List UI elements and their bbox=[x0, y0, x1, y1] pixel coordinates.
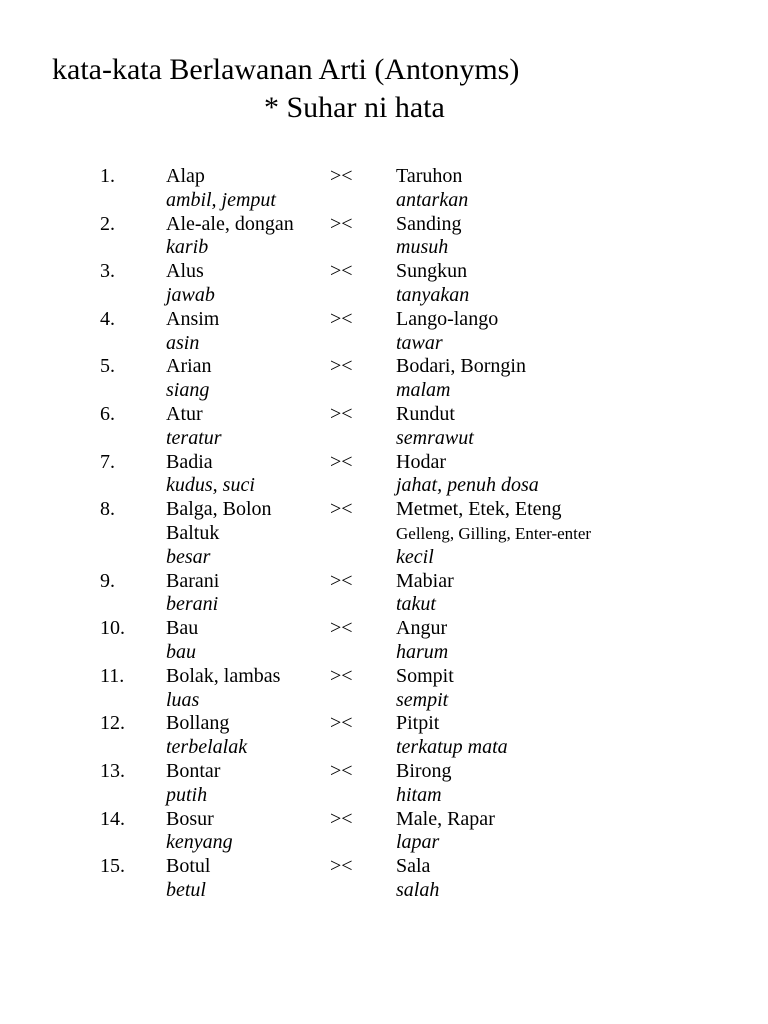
word: Alus bbox=[166, 260, 204, 283]
antonym-meaning: tanyakan bbox=[396, 283, 470, 306]
word-meaning: jawab bbox=[166, 283, 215, 306]
word-meaning: besar bbox=[166, 545, 211, 568]
antonym-entry bbox=[0, 570, 768, 618]
antonym-symbol: >< bbox=[330, 355, 353, 378]
entry-number: 13. bbox=[100, 759, 125, 782]
antonym-symbol: >< bbox=[330, 569, 353, 592]
word: Bontar bbox=[166, 759, 221, 782]
entry-main-line bbox=[0, 308, 768, 332]
antonym-list bbox=[0, 165, 768, 903]
antonym-meaning: salah bbox=[396, 878, 440, 901]
word: Alap bbox=[166, 165, 205, 187]
antonym-entry bbox=[0, 403, 768, 451]
antonym-symbol: >< bbox=[330, 617, 353, 640]
entry-number: 3. bbox=[100, 260, 115, 283]
antonym-word: Bodari, Borngin bbox=[396, 355, 526, 378]
word: Ale-ale, dongan bbox=[166, 212, 294, 235]
page-subtitle: * Suhar ni hata bbox=[264, 91, 445, 124]
entry-number: 9. bbox=[100, 569, 115, 592]
entry-meaning-line bbox=[0, 236, 768, 260]
word-meaning: karib bbox=[166, 236, 209, 259]
entry-main-line bbox=[0, 451, 768, 475]
word-meaning: bau bbox=[166, 640, 196, 663]
antonym-meaning: sempit bbox=[396, 688, 449, 711]
antonym-symbol: >< bbox=[330, 402, 353, 425]
antonym-entry bbox=[0, 665, 768, 713]
word: Bolak, lambas bbox=[166, 664, 281, 687]
word-meaning: luas bbox=[166, 688, 200, 711]
word-meaning: berani bbox=[166, 593, 219, 616]
entry-main-line bbox=[0, 855, 768, 879]
antonym-entry bbox=[0, 355, 768, 403]
word: Bollang bbox=[166, 712, 230, 735]
antonym-entry bbox=[0, 712, 768, 760]
antonym-word: Sompit bbox=[396, 664, 454, 687]
entry-number: 15. bbox=[100, 855, 125, 878]
antonym-meaning: malam bbox=[396, 379, 451, 402]
antonym-meaning: tawar bbox=[396, 331, 443, 354]
entry-main-line bbox=[0, 617, 768, 641]
antonym-meaning: terkatup mata bbox=[396, 736, 508, 759]
antonym-meaning: harum bbox=[396, 640, 449, 663]
entry-meaning-line bbox=[0, 284, 768, 308]
antonym-symbol: >< bbox=[330, 498, 353, 521]
word: Bosur bbox=[166, 807, 214, 830]
word: Barani bbox=[166, 569, 220, 592]
antonym-word: Hodar bbox=[396, 450, 446, 473]
word-meaning: kenyang bbox=[166, 831, 233, 854]
antonym-symbol: >< bbox=[330, 807, 353, 830]
antonym-meaning: takut bbox=[396, 593, 436, 616]
entry-main-line bbox=[0, 665, 768, 689]
word: Baltuk bbox=[166, 521, 220, 544]
entry-meaning-line bbox=[0, 879, 768, 903]
antonym-meaning: jahat, penuh dosa bbox=[396, 474, 539, 497]
entry-number: 1. bbox=[100, 165, 115, 187]
entry-meaning-line bbox=[0, 593, 768, 617]
antonym-word: Sanding bbox=[396, 212, 462, 235]
antonym-word: Taruhon bbox=[396, 165, 463, 187]
entry-main-line bbox=[0, 403, 768, 427]
entry-main-line bbox=[0, 808, 768, 832]
antonym-meaning: musuh bbox=[396, 236, 449, 259]
antonym-entry bbox=[0, 617, 768, 665]
antonym-meaning: hitam bbox=[396, 783, 442, 806]
entry-main-line bbox=[0, 570, 768, 594]
antonym-word: Metmet, Etek, Eteng bbox=[396, 498, 562, 521]
antonym-meaning: lapar bbox=[396, 831, 440, 854]
entry-meaning-line bbox=[0, 641, 768, 665]
entry-meaning-line bbox=[0, 831, 768, 855]
entry-main-line bbox=[0, 355, 768, 379]
antonym-word: Birong bbox=[396, 759, 452, 782]
antonym-meaning: semrawut bbox=[396, 426, 474, 449]
antonym-word: Sala bbox=[396, 855, 431, 878]
word-meaning: terbelalak bbox=[166, 736, 248, 759]
word: Arian bbox=[166, 355, 212, 378]
entry-extra-line bbox=[0, 522, 768, 546]
word: Atur bbox=[166, 402, 203, 425]
antonym-word: Male, Rapar bbox=[396, 807, 495, 830]
entry-number: 11. bbox=[100, 664, 125, 687]
page-title: kata-kata Berlawanan Arti (Antonyms) bbox=[52, 53, 520, 86]
entry-number: 14. bbox=[100, 807, 125, 830]
antonym-word: Angur bbox=[396, 617, 448, 640]
antonym-entry bbox=[0, 451, 768, 499]
antonym-entry bbox=[0, 260, 768, 308]
antonym-entry bbox=[0, 165, 768, 213]
word: Badia bbox=[166, 450, 213, 473]
antonym-symbol: >< bbox=[330, 165, 353, 187]
antonym-symbol: >< bbox=[330, 759, 353, 782]
antonym-meaning: antarkan bbox=[396, 188, 469, 211]
entry-meaning-line bbox=[0, 474, 768, 498]
entry-meaning-line bbox=[0, 784, 768, 808]
entry-meaning-line bbox=[0, 189, 768, 213]
antonym-symbol: >< bbox=[330, 450, 353, 473]
word: Botul bbox=[166, 855, 211, 878]
word-meaning: betul bbox=[166, 878, 206, 901]
antonym-word: Rundut bbox=[396, 402, 455, 425]
entry-meaning-line bbox=[0, 689, 768, 713]
entry-main-line bbox=[0, 213, 768, 237]
word-meaning: asin bbox=[166, 331, 200, 354]
word: Ansim bbox=[166, 307, 220, 330]
word-meaning: putih bbox=[166, 783, 208, 806]
antonym-symbol: >< bbox=[330, 307, 353, 330]
antonym-meaning: kecil bbox=[396, 545, 434, 568]
entry-number: 12. bbox=[100, 712, 125, 735]
antonym-entry bbox=[0, 213, 768, 261]
antonym-entry bbox=[0, 808, 768, 856]
entry-meaning-line bbox=[0, 427, 768, 451]
word: Bau bbox=[166, 617, 199, 640]
antonym-entry bbox=[0, 855, 768, 903]
antonym-word: Sungkun bbox=[396, 260, 468, 283]
entry-number: 5. bbox=[100, 355, 115, 378]
antonym-word: Mabiar bbox=[396, 569, 454, 592]
antonym-entry bbox=[0, 498, 768, 569]
entry-main-line bbox=[0, 498, 768, 522]
antonym-symbol: >< bbox=[330, 260, 353, 283]
entry-meaning-line bbox=[0, 332, 768, 356]
entry-number: 7. bbox=[100, 450, 115, 473]
entry-meaning-line bbox=[0, 546, 768, 570]
antonym-symbol: >< bbox=[330, 212, 353, 235]
entry-main-line bbox=[0, 712, 768, 736]
antonym-symbol: >< bbox=[330, 664, 353, 687]
word-meaning: kudus, suci bbox=[166, 474, 255, 497]
word: Balga, Bolon bbox=[166, 498, 272, 521]
entry-number: 10. bbox=[100, 617, 125, 640]
entry-number: 4. bbox=[100, 307, 115, 330]
entry-number: 6. bbox=[100, 402, 115, 425]
word-meaning: teratur bbox=[166, 426, 222, 449]
antonym-symbol: >< bbox=[330, 855, 353, 878]
antonym-word: Gelleng, Gilling, Enter-enter bbox=[396, 523, 592, 543]
antonym-word: Pitpit bbox=[396, 712, 440, 735]
entry-number: 8. bbox=[100, 498, 115, 521]
entry-meaning-line bbox=[0, 736, 768, 760]
antonym-word: Lango-lango bbox=[396, 307, 499, 330]
word-meaning: ambil, jemput bbox=[166, 188, 276, 211]
antonym-entry bbox=[0, 308, 768, 356]
word-meaning: siang bbox=[166, 379, 210, 402]
entry-main-line bbox=[0, 165, 768, 189]
entry-number: 2. bbox=[100, 212, 115, 235]
antonym-entry bbox=[0, 760, 768, 808]
entry-main-line bbox=[0, 260, 768, 284]
entry-main-line bbox=[0, 760, 768, 784]
antonym-symbol: >< bbox=[330, 712, 353, 735]
entry-meaning-line bbox=[0, 379, 768, 403]
